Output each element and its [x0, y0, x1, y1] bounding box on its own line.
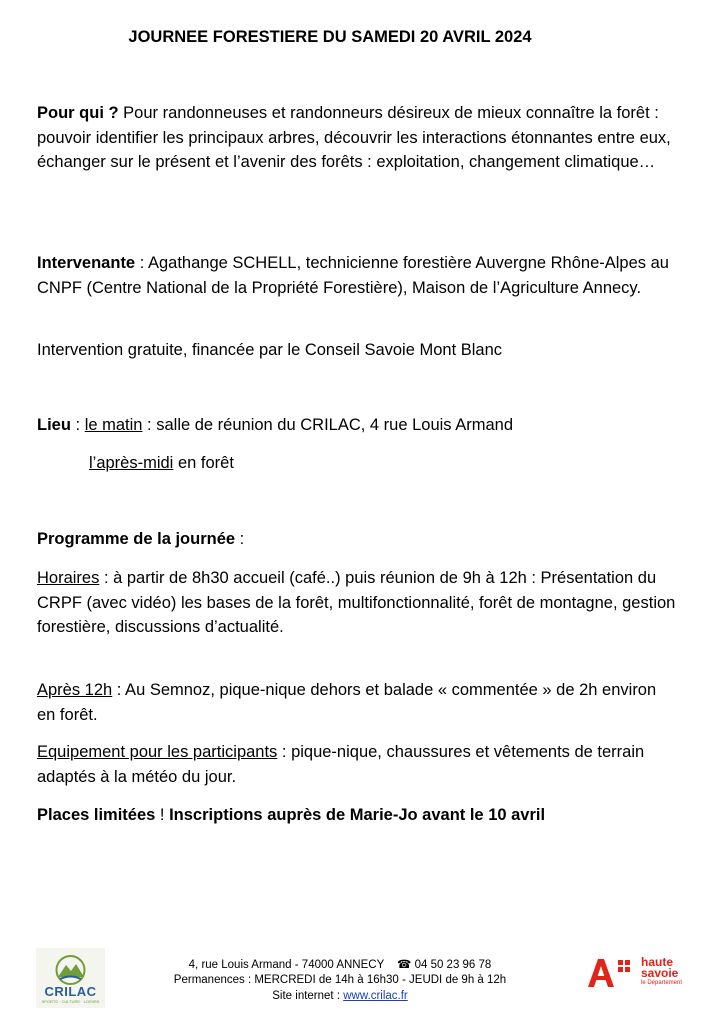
footer-site-label: Site internet : — [272, 990, 344, 1002]
lieu-apres-midi-label: l’après-midi — [89, 454, 174, 472]
lieu-sep: : — [70, 416, 85, 434]
apres-12h-label: Après 12h — [37, 681, 113, 699]
lieu-label: Lieu — [37, 416, 71, 434]
crilac-logo-tagline: SPORTS · CULTURE · LOISIRS — [41, 999, 100, 1004]
equipement-label: Equipement pour les participants — [37, 743, 278, 761]
footer-phone: 04 50 23 96 78 — [414, 959, 492, 971]
apres-12h-paragraph — [37, 678, 677, 727]
programme-heading — [37, 527, 677, 552]
footer-site-line — [110, 989, 570, 1005]
equipement-paragraph — [37, 740, 677, 789]
haute-savoie-line1: haute — [641, 955, 674, 969]
crilac-logo-name: CRILAC — [44, 984, 97, 999]
haute-savoie-line2: savoie — [641, 966, 679, 980]
phone-icon: ☎ — [397, 959, 412, 971]
places-label: Places limitées — [37, 806, 156, 824]
places-line — [37, 803, 677, 828]
lieu-matin-text: : salle de réunion du CRILAC, 4 rue Louis Armand — [142, 416, 514, 434]
apres-12h-text: : Au Semnoz, pique-nique dehors et balade « commentée » de 2h environ en forêt. — [37, 681, 657, 724]
intervention-note: Intervention gratuite, financée par le Conseil Savoie Mont Blanc — [37, 341, 503, 359]
intervenante-paragraph — [37, 251, 677, 300]
footer-address: 4, rue Louis Armand - 74000 ANNECY — [188, 959, 385, 971]
haute-savoie-logo — [585, 955, 690, 991]
crilac-logo — [36, 948, 105, 1008]
footer-site-link[interactable]: www.crilac.fr — [343, 990, 408, 1002]
horaires-label: Horaires — [37, 569, 100, 587]
lieu-line — [37, 413, 677, 438]
page-title: JOURNEE FORESTIERE DU SAMEDI 20 AVRIL 2024 — [128, 28, 532, 46]
places-mid: ! — [155, 806, 170, 824]
equipement-text: : pique-nique, chaussures et vêtements de terrain adaptés à la météo du jour. — [37, 743, 645, 786]
haute-savoie-a-mark — [585, 955, 635, 991]
lieu-apres-midi-line — [89, 451, 677, 476]
haute-savoie-line3: le Département — [641, 980, 683, 986]
footer-permanences: Permanences : MERCREDI de 14h à 16h30 - JEUDI de 9h à 12h — [173, 974, 507, 986]
intervenante-text: : Agathange SCHELL, technicienne forestière Auvergne Rhône-Alpes au CNPF (Centre National de la Propriété Forestière), Maison de l’Agriculture Annecy. — [37, 254, 669, 297]
horaires-text: : à partir de 8h30 accueil (café..) puis réunion de 9h à 12h : Présentation du CRPF (avec vidéo) les bases de la forêt, multifonctionnalité, forêt de montagne, gestion forestière, discussions d’actualité. — [37, 569, 676, 636]
lieu-matin-label: le matin — [84, 416, 143, 434]
pour-qui-paragraph — [37, 101, 677, 175]
pour-qui-text: Pour randonneuses et randonneurs désireux de mieux connaître la forêt : pouvoir identifier les principaux arbres, découvrir les interactions étonnantes entre eux, échanger sur le présent et l’avenir des forêts : exploitation, changement climatique… — [37, 104, 671, 171]
intervenante-label: Intervenante — [37, 254, 136, 272]
programme-suffix: : — [235, 530, 245, 548]
horaires-paragraph — [37, 566, 677, 640]
lieu-apres-midi-text: en forêt — [173, 454, 234, 472]
programme-label: Programme de la journée — [37, 530, 236, 548]
pour-qui-label: Pour qui ? — [37, 104, 119, 122]
footer-address-line — [110, 958, 570, 974]
inscriptions-text: Inscriptions auprès de Marie-Jo avant le 10 avril — [169, 806, 546, 824]
